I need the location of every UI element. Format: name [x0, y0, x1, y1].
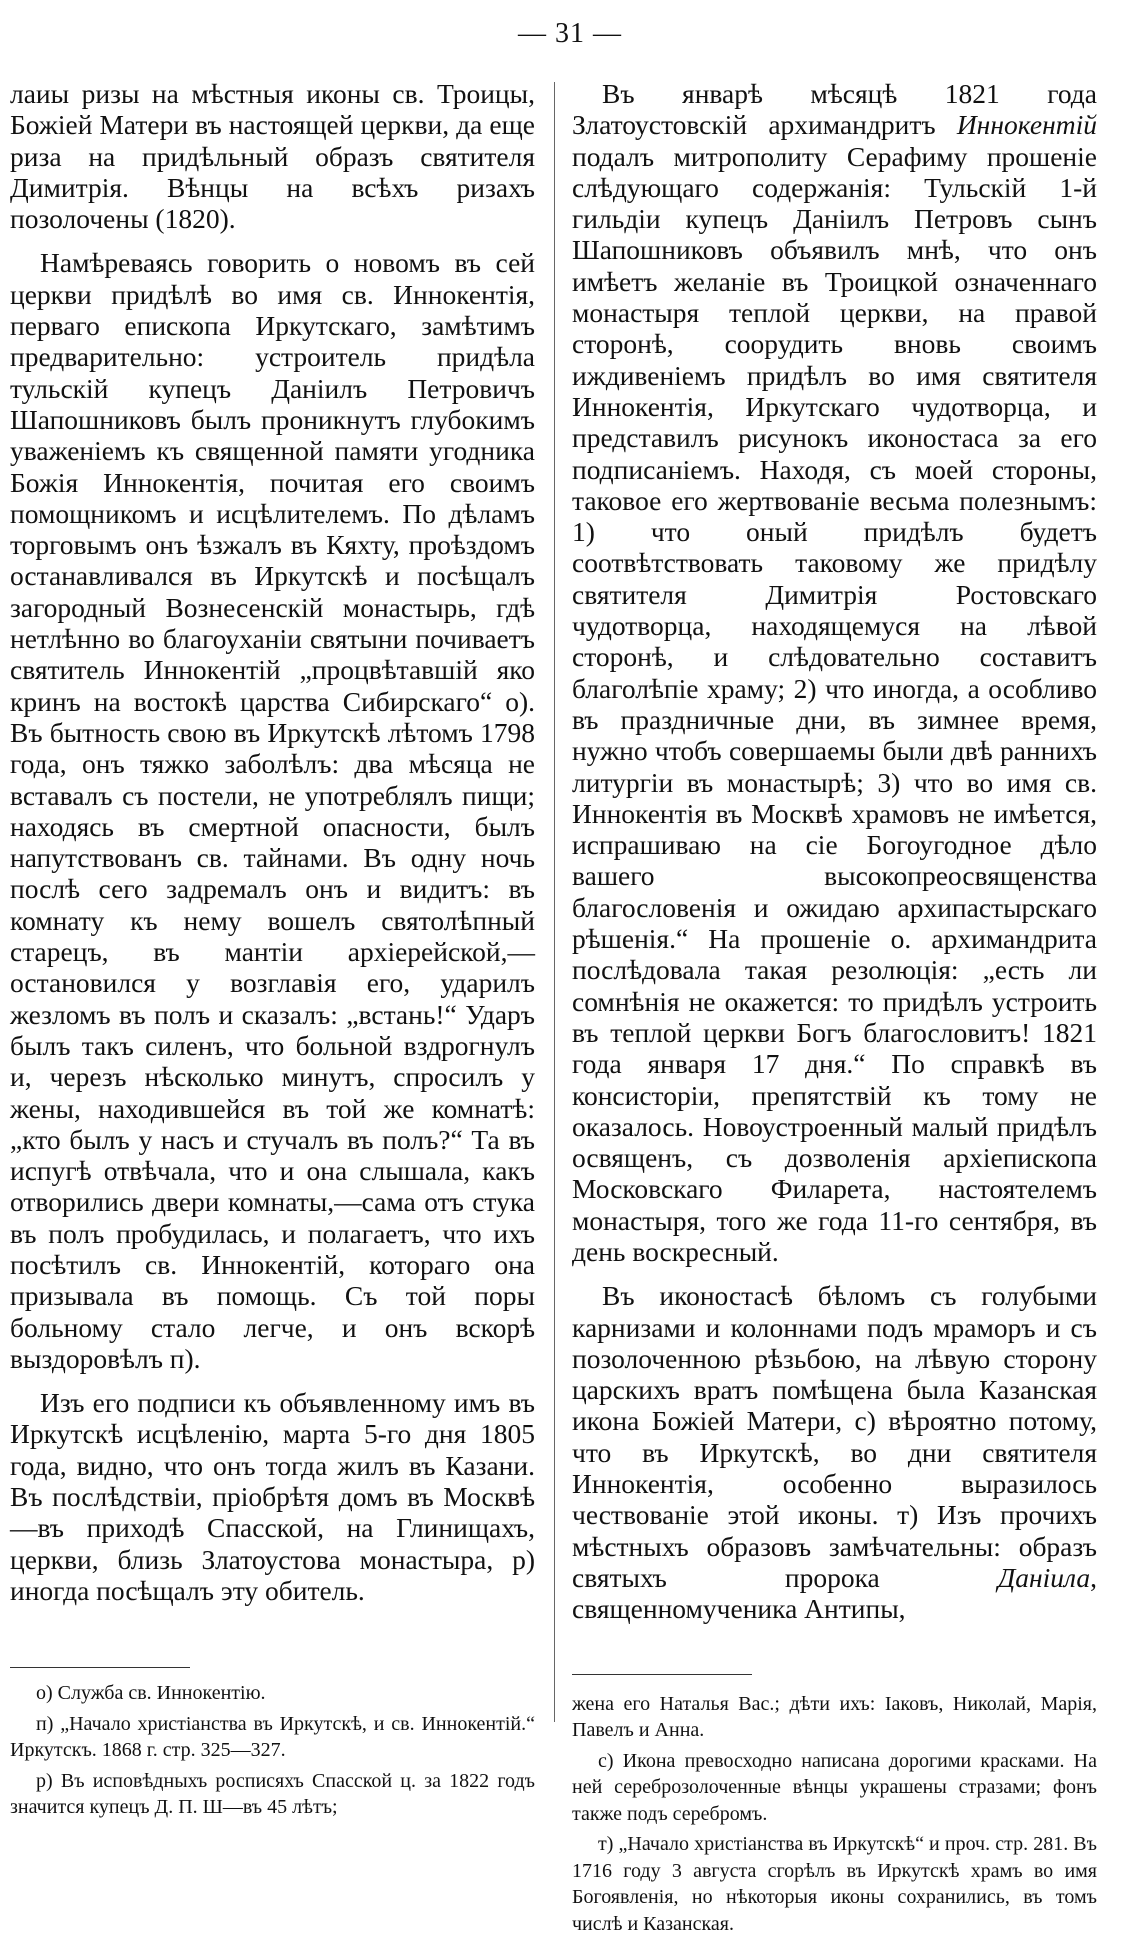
- left-paragraph-3: Изъ его подписи къ объявленному имъ въ Иркутскѣ исцѣленію, марта 5-го дня 1805 года, видно, что онъ тогда жилъ въ Казани. Въ послѣдствіи, пріобрѣтя домъ въ Москвѣ—въ приходѣ Спасской, на Глинищахъ, церкви, близь Златоустова монастыра, р) иногда посѣщалъ эту обитель.: [10, 1387, 535, 1606]
- right-paragraph-1: [572, 78, 1097, 1267]
- right-footnote-t: т) „Начало христіанства въ Иркутскѣ“ и проч. стр. 281. Въ 1716 году 3 августа сгорѣлъ въ Иркутскѣ храмъ во имя Богоявленія, но нѣкоторыя иконы сохранились, въ томъ числѣ и Казанская.: [572, 1833, 1097, 1935]
- right-p2-text-a: Въ иконостасѣ бѣломъ съ голубыми карнизами и колоннами подъ мраморъ и съ позолоченною рѣзьбою, на лѣвую сторону царскихъ вратъ помѣщена была Казанская икона Божіей Матери, с) вѣроятно потому, что въ Иркутскѣ, во дни святителя Иннокентія, особенно выразилось чествованіе этой иконы. т) Изъ прочихъ мѣстныхъ образовъ замѣчательны: образъ святыхъ пророка: [572, 1280, 1097, 1593]
- right-p1-text-b: подалъ митрополиту Серафиму прошеніе слѣдующаго содержанія: Тульскій 1-й гильдіи купецъ Даніилъ Петровъ сынъ Шапошниковъ объявилъ мнѣ, что онъ имѣетъ желаніе въ Троицкой означеннаго монастыря теплой церкви, на правой сторонѣ, соорудить вновь своимъ иждивеніемъ придѣлъ во имя святителя Иннокентія, Иркутскаго чудотворца, и представилъ рисунокъ иконостаса за его подписаніемъ. Находя, съ моей стороны, таковое его жертвованіе весьма полезнымъ: 1) что оный придѣлъ будетъ соотвѣтствовать таковому же придѣлу святителя Димитрія Ростовскаго чудотворца, находящемуся на лѣвой сторонѣ, и слѣдовательно составитъ благолѣпіе храму; 2) что иногда, а особливо въ праздничные дни, въ зимнее время, нужно чтобъ совершаемы были двѣ раннихъ литургіи въ монастырѣ; 3) что во имя св. Иннокентія въ Москвѣ храмовъ не имѣется, испрашиваю на сіе Богоугодное дѣло вашего высокопреосвященства благословенія и ожидаю архипастырскаго рѣшенія.“ На прошеніе о. архимандрита послѣдовала такая резолюція: „есть ли сомнѣнія не окажется: то придѣлъ устроить въ теплой церкви Богъ благословитъ! 1821 года января 17 дня.“ По справкѣ въ консисторіи, препятствій къ тому не оказалось. Новоустроенный малый придѣлъ освященъ, съ дозволенія архіепископа Московскаго Филарета, настоятелемъ монастыря, того же года 11-го сентября, въ день воскресный.: [572, 140, 1097, 1267]
- column-divider: [554, 82, 555, 1722]
- right-p1-text-a: Въ январѣ мѣсяцѣ 1821 года Златоустовскій архимандритъ: [572, 78, 1097, 141]
- right-footnote-continuation: жена его Наталья Вас.; дѣти ихъ: Іаковъ, Николай, Марія, Павелъ и Анна.: [572, 1692, 1097, 1742]
- left-footnote-r: р) Въ исповѣдныхъ росписяхъ Спасской ц. за 1822 годъ значится купецъ Д. П. Ш—въ 45 лѣтъ;: [10, 1769, 535, 1819]
- right-paragraph-2: [572, 1280, 1097, 1624]
- left-footnote-rule: [10, 1667, 190, 1668]
- left-footnote-p: п) „Начало христіанства въ Иркутскѣ, и св. Иннокентій.“ Иркутскъ. 1868 г. стр. 325—327.: [10, 1712, 535, 1762]
- left-paragraph-1: лаиы ризы на мѣстныя иконы св. Троицы, Божіей Матери въ настоящей церкви, да еще риза на придѣльный образъ святителя Димитрія. Вѣнцы на всѣхъ ризахъ позолочены (1820).: [10, 78, 535, 235]
- right-footnote-s: с) Икона превосходно написана дорогими красками. На ней сереброзолоченные вѣнцы украшены стразами; фонъ также подъ серебромъ.: [572, 1749, 1097, 1825]
- page-number: — 31 —: [518, 18, 622, 49]
- left-footnote-o: о) Служба св. Иннокентію.: [36, 1682, 266, 1705]
- right-p2-name-daniila: Даніила: [997, 1561, 1091, 1593]
- right-column: [572, 78, 1097, 1937]
- right-p1-name-innokentiy: Иннокентій: [956, 109, 1097, 141]
- left-paragraph-2: Намѣреваясь говорить о новомъ въ сей церкви придѣлѣ во имя св. Иннокентія, перваго епископа Иркутскаго, замѣтимъ предварительно: устроитель придѣла тульскій купецъ Даніилъ Петровичъ Шапошниковъ былъ проникнутъ глубокимъ уваженіемъ къ священной памяти угодника Божія Иннокентія, почитая его своимъ помощникомъ и исцѣлителемъ. По дѣламъ торговымъ онъ ѣзжалъ въ Кяхту, проѣздомъ останавливался въ Иркутскѣ и посѣщалъ загородный Вознесенскій монастырь, гдѣ нетлѣнно во благоуханіи святыни почиваетъ святитель Иннокентій „процвѣтавшій яко кринъ на востокѣ царства Сибирскаго“ о). Въ бытность свою въ Иркутскѣ лѣтомъ 1798 года, онъ тяжко заболѣлъ: два мѣсяца не вставалъ съ постели, не употреблялъ пищи; находясь въ смертной опасности, былъ напутствованъ св. тайнами. Въ одну ночь послѣ сего задремалъ онъ и видитъ: въ комнату къ нему вошелъ святолѣпный старецъ, въ мантіи архіерейской,—остановился у возглавія его, ударилъ жезломъ въ полъ и сказалъ: „встань!“ Ударъ былъ такъ силенъ, что больной вздрогнулъ и, черезъ нѣсколько минутъ, спросилъ у жены, находившейся въ той же комнатѣ: „кто былъ у насъ и стучалъ въ полъ?“ Та въ испугѣ отвѣчала, что и она слышала, какъ отворились двери комнаты,—сама отъ стука въ полъ пробудилась, и полагаетъ, что ихъ посѣтилъ св. Иннокентій, котораго она призывала въ помощь. Съ той поры больному стало легче, и онъ вскорѣ выздоровѣлъ п).: [10, 247, 535, 1374]
- right-footnote-rule: [572, 1674, 752, 1675]
- left-column: [10, 78, 535, 1821]
- right-p2-text-b: , священномученика Антипы,: [572, 1561, 1097, 1625]
